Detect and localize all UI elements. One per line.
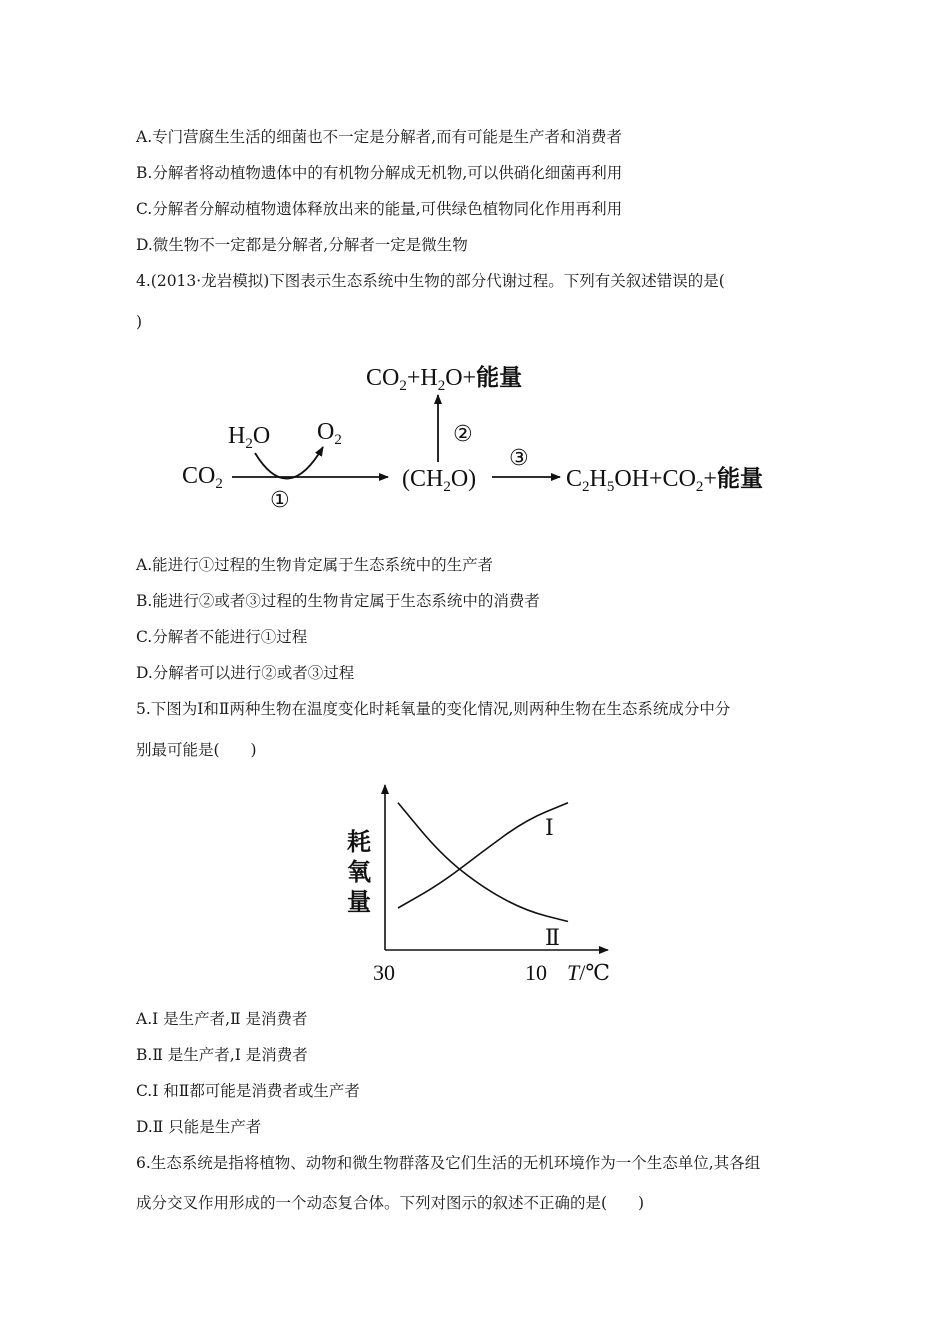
step-2-marker: ② bbox=[453, 422, 473, 447]
y-axis-label-char: 量 bbox=[347, 890, 371, 916]
q5-option-b: B.Ⅱ 是生产者,Ⅰ 是消费者 bbox=[136, 1046, 308, 1064]
q5-option-c: C.Ⅰ 和Ⅱ都可能是消费者或生产者 bbox=[136, 1082, 360, 1100]
metabolism-diagram bbox=[170, 355, 800, 525]
ch2o-label: $(CH_2O)$ bbox=[402, 466, 477, 495]
water-oxygen-curved-arrow bbox=[255, 447, 323, 479]
x-axis-label: T/℃ bbox=[567, 960, 610, 985]
q6-stem: 6.生态系统是指将植物、动物和微生物群落及它们生活的无机环境作为一个生态单位,其各组 bbox=[136, 1154, 761, 1172]
y-axis-label-char: 氧 bbox=[347, 860, 371, 886]
y-axis-label-char: 耗 bbox=[347, 830, 371, 856]
q5-stem-cont: 别最可能是( ) bbox=[136, 741, 257, 759]
q4-option-d: D.分解者可以进行②或者③过程 bbox=[136, 664, 355, 682]
y-axis-label bbox=[347, 828, 372, 916]
oxygen-consumption-chart bbox=[330, 775, 630, 995]
step-1-marker: ① bbox=[270, 488, 290, 513]
series-i-line bbox=[398, 803, 568, 908]
q6-stem-cont: 成分交叉作用形成的一个动态复合体。下列对图示的叙述不正确的是( ) bbox=[136, 1194, 645, 1212]
co2-label: $CO_2$ bbox=[182, 463, 223, 492]
x-tick-30: 30 bbox=[373, 960, 395, 985]
q4-option-a: A.能进行①过程的生物肯定属于生态系统中的生产者 bbox=[136, 556, 494, 574]
series-ii-label: Ⅱ bbox=[545, 925, 560, 950]
o2-label: $O_2$ bbox=[317, 419, 342, 448]
q4-stem: 4.(2013·龙岩模拟)下图表示生态系统中生物的部分代谢过程。下列有关叙述错误的是( bbox=[136, 272, 725, 290]
h2o-label: $H_2O$ bbox=[228, 423, 271, 452]
q5-option-d: D.Ⅱ 只能是生产者 bbox=[136, 1118, 262, 1136]
x-tick-10: 10 bbox=[525, 960, 547, 985]
q3-option-b: B.分解者将动植物遗体中的有机物分解成无机物,可以供硝化细菌再利用 bbox=[136, 164, 623, 182]
step-3-marker: ③ bbox=[509, 446, 529, 471]
q3-option-c: C.分解者分解动植物遗体释放出来的能量,可供绿色植物同化作用再利用 bbox=[136, 200, 623, 218]
q3-option-d: D.微生物不一定都是分解者,分解者一定是微生物 bbox=[136, 236, 468, 254]
q3-option-a: A.专门营腐生生活的细菌也不一定是分解者,而有可能是生产者和消费者 bbox=[136, 128, 623, 146]
series-ii-line bbox=[398, 803, 568, 922]
q4-option-c: C.分解者不能进行①过程 bbox=[136, 628, 308, 646]
q5-option-a: A.Ⅰ 是生产者,Ⅱ 是消费者 bbox=[136, 1010, 308, 1028]
q5-stem: 5.下图为Ⅰ和Ⅱ两种生物在温度变化时耗氧量的变化情况,则两种生物在生态系统成分中分 bbox=[136, 700, 731, 718]
series-i-label: Ⅰ bbox=[545, 815, 554, 840]
q4-stem-close: ) bbox=[136, 313, 143, 331]
right-products-label: $C_2H_5OH+CO_2+$能量 bbox=[566, 466, 763, 495]
q4-option-b: B.能进行②或者③过程的生物肯定属于生态系统中的消费者 bbox=[136, 592, 540, 610]
top-products-label: $CO_2+H_2O+$能量 bbox=[366, 365, 523, 394]
